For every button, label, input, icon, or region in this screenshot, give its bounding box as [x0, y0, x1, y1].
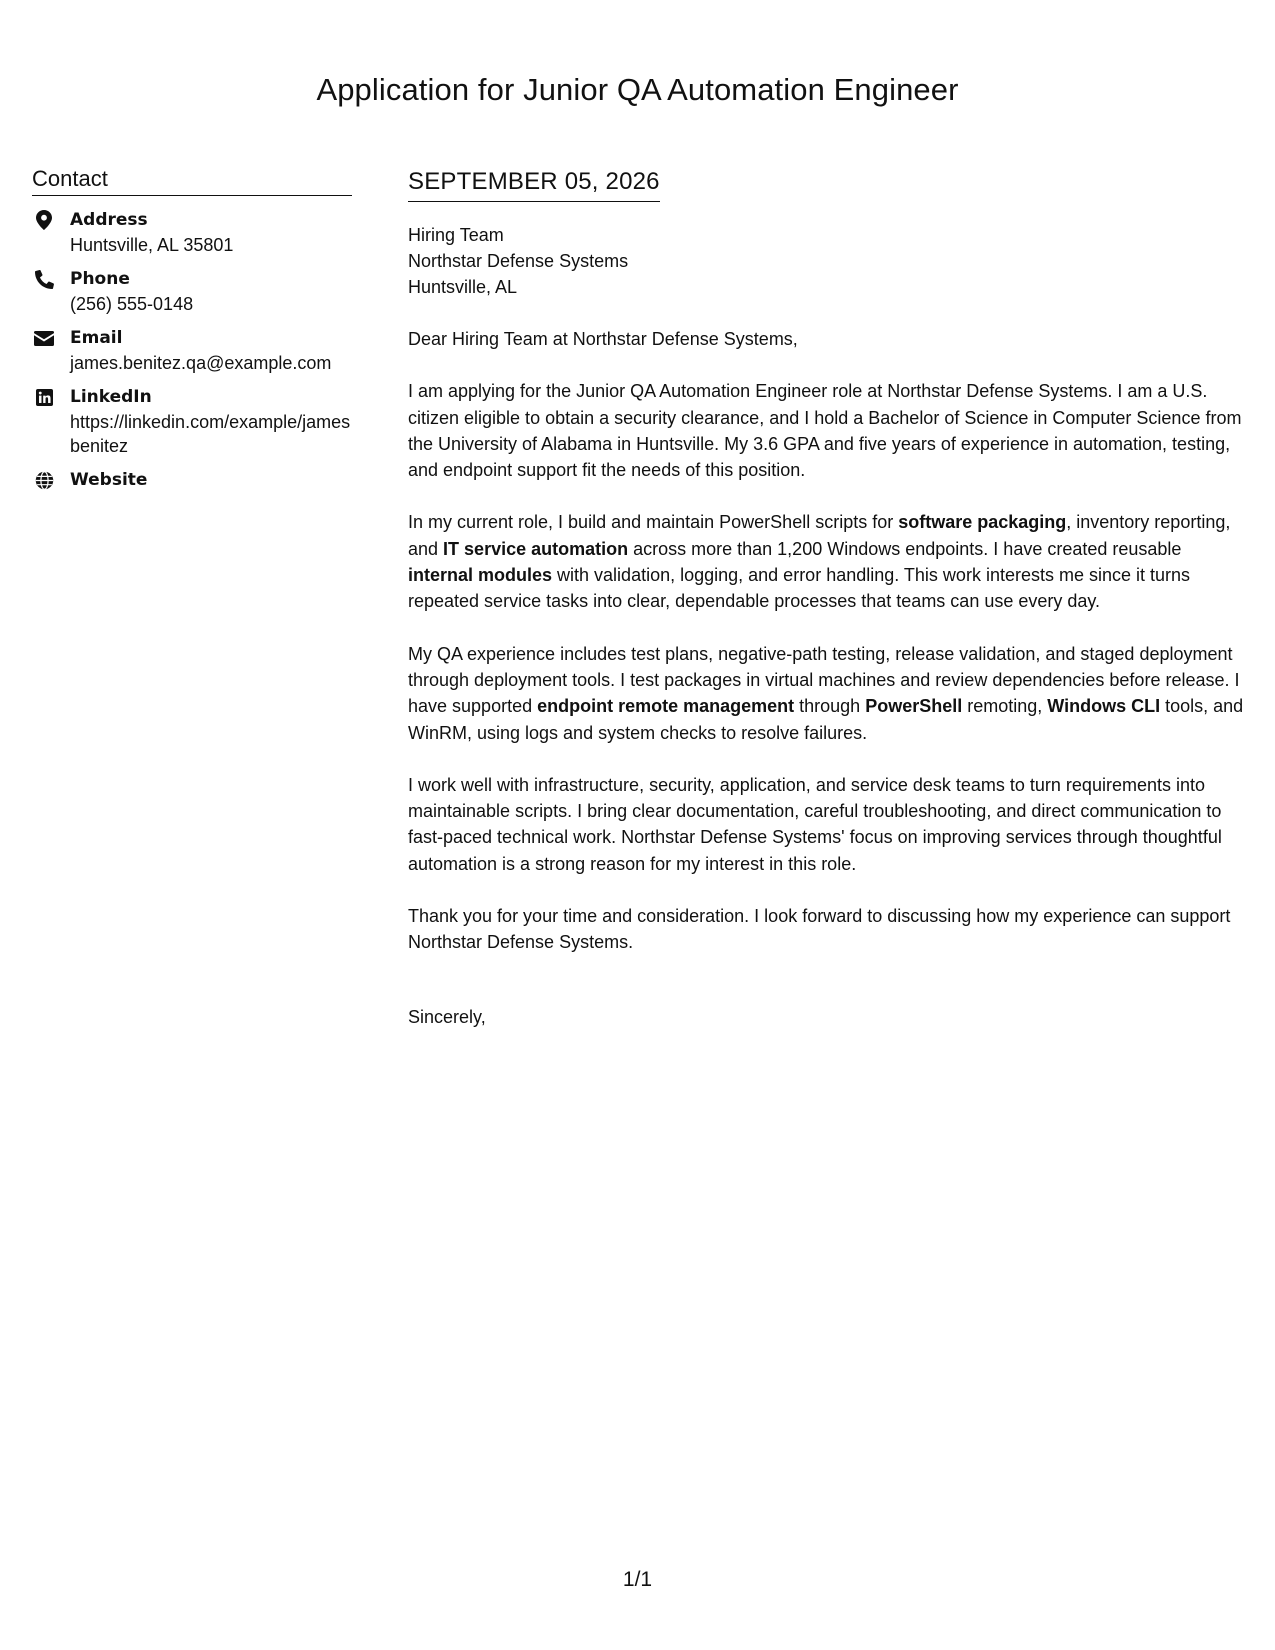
- closing: Sincerely,: [408, 1006, 486, 1027]
- bold-text-run: software packaging: [898, 512, 1067, 533]
- recipient-line: Hiring Team: [408, 225, 504, 245]
- recipient-line: Northstar Defense Systems: [408, 251, 629, 271]
- email-value[interactable]: james.benitez.qa@example.com: [70, 353, 332, 373]
- linkedin-value[interactable]: https://linkedin.com/example/jamesbenitez: [70, 412, 351, 456]
- text-run: , inventory reporting, and: [408, 512, 1231, 559]
- envelope-icon: [33, 327, 55, 349]
- phone-icon: [33, 268, 55, 290]
- text-run: I work well with infrastructure, security, application, and service desk teams to turn requirements into maintainable scripts. I bring clear documentation, careful troubleshooting, and direct communication to fast-paced technical work. Northstar Defense Systems' focus on improving services through thoughtful automation is a strong reason for my interest in this role.: [408, 774, 1222, 874]
- recipient-line: Huntsville, AL: [408, 277, 518, 297]
- bold-text-run: IT service automation: [443, 538, 629, 559]
- bold-text-run: PowerShell: [865, 696, 963, 717]
- bold-text-run: endpoint remote management: [537, 696, 795, 717]
- contact-item-email: [32, 326, 352, 375]
- contact-label: Website: [70, 470, 148, 490]
- contact-item-phone: [32, 267, 352, 316]
- contact-item-linkedin: [32, 385, 352, 458]
- text-run: My QA experience includes test plans, negative-path testing, release validation, and staged deployment through deployment tools. I test packages in virtual machines and review dependencies before release. I have supported: [408, 643, 1240, 717]
- letter-date: SEPTEMBER 05, 2026: [408, 168, 660, 202]
- salutation: Dear Hiring Team at Northstar Defense Systems,: [408, 329, 798, 349]
- bold-text-run: internal modules: [408, 565, 553, 586]
- paragraph: [408, 903, 1248, 956]
- contact-label: Phone: [70, 269, 130, 289]
- map-pin-icon: [33, 209, 55, 231]
- letter-body: [408, 168, 1248, 1056]
- address-value: Huntsville, AL 35801: [70, 235, 234, 255]
- text-run: Thank you for your time and consideration. I look forward to discussing how my experience can support Northstar Defense Systems.: [408, 906, 1231, 953]
- contact-list: [32, 208, 352, 494]
- bold-text-run: Windows CLI: [1047, 696, 1161, 717]
- contact-sidebar: [32, 166, 352, 504]
- text-run: In my current role, I build and maintain PowerShell scripts for: [408, 512, 899, 533]
- text-run: through: [794, 696, 866, 717]
- text-run: I am applying for the Junior QA Automation Engineer role at Northstar Defense Systems. I am a U.S. citizen eligible to obtain a security clearance, and I hold a Bachelor of Science in Computer Science from the University of Alabama in Huntsville. My 3.6 GPA and five years of experience in automation, testing, and endpoint support fit the needs of this position.: [408, 381, 1242, 481]
- paragraph: [408, 641, 1248, 746]
- text-run: across more than 1,200 Windows endpoints. I have created reusable: [628, 538, 1182, 559]
- page-title: Application for Junior QA Automation Engineer: [316, 72, 959, 107]
- contact-label: LinkedIn: [70, 387, 152, 407]
- paragraph: [408, 509, 1248, 614]
- contact-heading: Contact: [32, 166, 352, 196]
- text-run: tools, and WinRM, using logs and system checks to resolve failures.: [408, 696, 1244, 743]
- globe-icon: [33, 469, 55, 491]
- paragraph: [408, 378, 1248, 483]
- contact-label: Address: [70, 210, 148, 230]
- contact-item-website: [32, 468, 352, 494]
- contact-label: Email: [70, 328, 123, 348]
- letter-text: [408, 326, 1248, 1030]
- text-run: remoting,: [962, 696, 1048, 717]
- contact-item-address: [32, 208, 352, 257]
- page-number: 1/1: [622, 1568, 653, 1591]
- paragraph: [408, 772, 1248, 877]
- linkedin-icon: [33, 386, 55, 408]
- recipient-block: [408, 222, 1248, 300]
- phone-value: (256) 555-0148: [70, 294, 194, 314]
- text-run: with validation, logging, and error handling. This work interests me since it turns repeated service tasks into clear, dependable processes that teams can use every day.: [408, 565, 1191, 612]
